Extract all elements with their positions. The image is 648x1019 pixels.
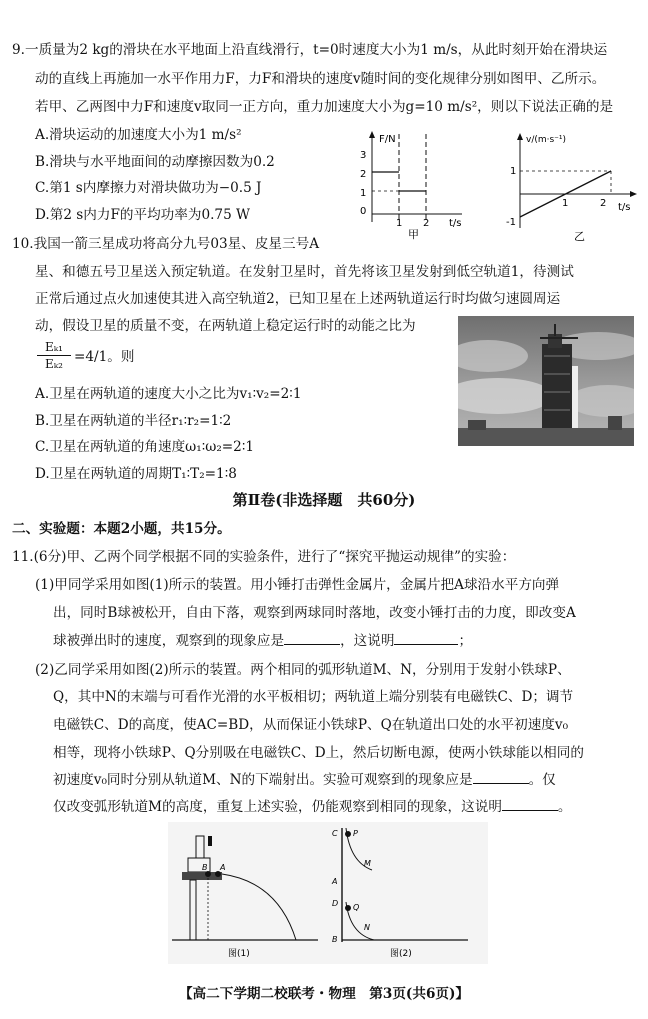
figure-apparatus <box>168 822 488 964</box>
figure-jia-force-graph <box>352 126 472 240</box>
q9-option-c: C.第1 s内摩擦力对滑块做功为−0.5 J <box>35 180 262 196</box>
yi-xtick-2: 2 <box>600 198 607 209</box>
q9-option-d: D.第2 s内力F的平均功率为0.75 W <box>35 207 251 223</box>
q11-p2-line-4: 相等，现将小铁球P、Q分别吸在电磁铁C、D上，然后切断电源，使两小铁球能以相同的 <box>53 745 584 761</box>
jia-ytick-3: 3 <box>360 150 367 161</box>
rocket-launch-photo <box>458 316 634 446</box>
jia-ytick-1: 1 <box>360 188 367 199</box>
q10-frac-denominator: Eₖ₂ <box>45 357 63 371</box>
q11-p1-text-b: ，这说明 <box>340 633 395 649</box>
q10-line-2: 星、和德五号卫星送入预定轨道。在发射卫星时，首先将该卫星发射到低空轨道1，待测试 <box>35 264 574 280</box>
q9-option-a: A.滑块运动的加速度大小为1 m/s² <box>35 127 242 143</box>
q11-p1-line-3 <box>53 632 472 650</box>
jia-y-label: F/N <box>379 134 396 145</box>
fig2-label-a: A <box>332 877 338 886</box>
q11-p2-text-a: 初速度v₀同时分别从轨道M、N的下端射出。实验可观察到的现象应是 <box>53 772 473 788</box>
q10-line-3: 正常后通过点火加速使其进入高空轨道2，已知卫星在上述两轨道运行时均做匀速圆周运 <box>35 291 561 307</box>
q11-p2-text-c: 仅改变弧形轨道M的高度，重复上述实验，仍能观察到相同的现象，这说明 <box>53 799 502 815</box>
fig2-label-c: C <box>332 829 338 838</box>
q11-p2-line-2: Q，其中N的末端与可看作光滑的水平板相切；两轨道上端分别装有电磁铁C、D；调节 <box>53 689 574 705</box>
q10-frac-bar <box>37 355 71 356</box>
q11-p2-text-b: 。仅 <box>528 772 556 788</box>
jia-caption: 甲 <box>408 228 419 240</box>
fig1-label-a: A <box>220 863 226 872</box>
figure-yi-velocity-graph <box>506 128 642 244</box>
q11-intro: 11.(6分)甲、乙两个同学根据不同的实验条件，进行了“探究平抛运动规律”的实验： <box>12 549 516 565</box>
q11-p1-line-1: (1)甲同学采用如图(1)所示的装置。用小锤打击弹性金属片，金属片把A球沿水平方向弹 <box>35 577 560 593</box>
fig2-label-p: P <box>353 829 358 838</box>
section2-title: 第Ⅱ卷(非选择题 共60分) <box>232 491 416 509</box>
q10-line-1: 10.我国一箭三星成功将高分九号03星、皮星三号A <box>12 236 320 252</box>
q11-p1-line-2: 出，同时B球被松开，自由下落，观察到两球同时落地，改变小锤打击的力度，即改变A <box>53 605 576 621</box>
fig1-label-b: B <box>202 863 208 872</box>
q10-option-c: C.卫星在两轨道的角速度ω₁∶ω₂=2∶1 <box>35 439 255 455</box>
q11-p1-text-c: ； <box>458 633 473 649</box>
page-footer: 【高二下学期二校联考・物理 第3页(共6页)】 <box>178 986 470 1002</box>
q10-line-4: 动，假设卫星的质量不变，在两轨道上稳定运行时的动能之比为 <box>35 318 416 334</box>
fig2-label-m: M <box>364 859 371 868</box>
q9-line-1: 9.一质量为2 kg的滑块在水平地面上沿直线滑行，t=0时速度大小为1 m/s，从此时刻开始在滑块运 <box>12 42 608 58</box>
q10-ratio-tail: =4/1。则 <box>74 349 135 365</box>
q11-p1-text-a: 球被弹出时的速度，观察到的现象应是 <box>53 633 285 649</box>
jia-x-label: t/s <box>449 218 462 229</box>
q9-line-2: 动的直线上再施加一水平作用力F，力F和滑块的速度v随时间的变化规律分别如图甲、乙所示。 <box>35 71 606 87</box>
yi-ytick-1: 1 <box>510 166 517 177</box>
yi-ytick-minus1: -1 <box>506 217 516 228</box>
q11-answer-blank-3[interactable] <box>473 771 529 784</box>
q11-answer-blank-4[interactable] <box>502 798 558 811</box>
q10-frac-numerator: Eₖ₁ <box>45 340 63 354</box>
q10-ratio-fraction <box>37 340 71 371</box>
q11-p2-line-1: (2)乙同学采用如图(2)所示的装置。两个相同的弧形轨道M、N，分别用于发射小铁球P、 <box>35 662 571 678</box>
jia-ytick-2: 2 <box>360 169 367 180</box>
fig1-caption: 图(1) <box>228 949 250 959</box>
q10-option-b: B.卫星在两轨道的半径r₁∶r₂=1∶2 <box>35 413 232 429</box>
yi-xtick-1: 1 <box>562 198 569 209</box>
q11-answer-blank-2[interactable] <box>394 632 458 645</box>
section2-header: 二、实验题：本题2小题，共15分。 <box>12 521 231 537</box>
jia-xtick-2: 2 <box>423 218 430 229</box>
fig2-label-q: Q <box>353 903 360 912</box>
q11-p2-line-3: 电磁铁C、D的高度，使AC=BD，从而保证小铁球P、Q在轨道出口处的水平初速度v₀ <box>53 717 569 733</box>
fig2-label-n: N <box>364 923 370 932</box>
q9-option-b: B.滑块与水平地面间的动摩擦因数为0.2 <box>35 154 275 170</box>
q10-option-d: D.卫星在两轨道的周期T₁∶T₂=1∶8 <box>35 466 237 482</box>
fig2-label-b: B <box>332 935 338 944</box>
fig2-caption: 图(2) <box>390 949 412 959</box>
q11-p2-line-5 <box>53 771 556 789</box>
q9-line-3: 若甲、乙两图中力F和速度v取同一正方向，重力加速度大小为g=10 m/s²，则以下说法正确的是 <box>35 99 614 115</box>
q10-option-a: A.卫星在两轨道的速度大小之比为v₁∶v₂=2∶1 <box>35 386 302 402</box>
jia-xtick-1: 1 <box>396 218 403 229</box>
yi-x-label: t/s <box>618 202 631 213</box>
fig2-label-d: D <box>332 899 339 908</box>
q11-p2-text-d: 。 <box>557 799 572 815</box>
yi-y-label: v/(m·s⁻¹) <box>526 135 567 145</box>
q11-p2-line-6 <box>53 798 572 816</box>
jia-ytick-0: 0 <box>360 206 367 217</box>
yi-caption: 乙 <box>574 230 585 243</box>
q11-answer-blank-1[interactable] <box>284 632 340 645</box>
